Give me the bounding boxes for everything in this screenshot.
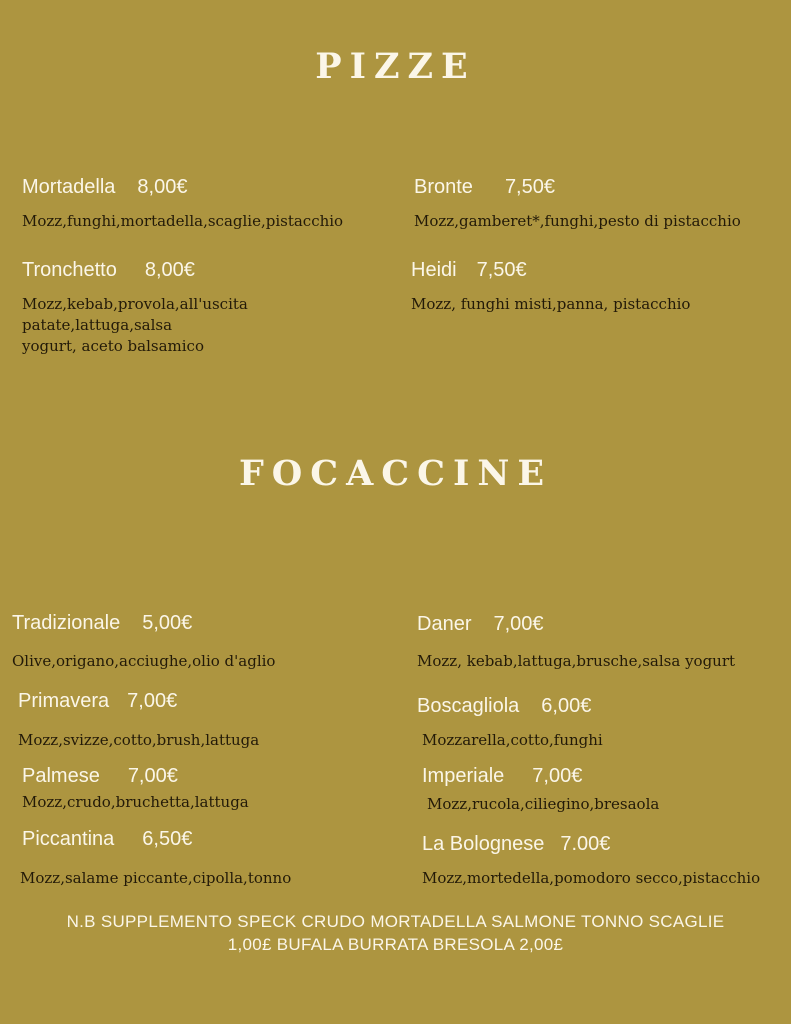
pizze-heading: PIZZE	[315, 46, 476, 87]
item-description: Mozz,gamberet*,funghi,pesto di pistacchio	[414, 212, 741, 230]
item-description-line: patate,lattuga,salsa	[22, 316, 173, 334]
item-price: 6,00€	[541, 695, 592, 717]
item-description: Mozz,crudo,bruchetta,lattuga	[22, 793, 249, 811]
supplement-note-line: 1,00£ BUFALA BURRATA BRESOLA 2,00£	[227, 935, 564, 954]
item-price: 7,00€	[493, 613, 544, 635]
item-price: 8,00€	[144, 259, 195, 281]
supplement-note	[0, 910, 791, 956]
item-description-line: Mozz,kebab,provola,all'uscita	[22, 295, 248, 313]
supplement-note-line: N.B SUPPLEMENTO SPECK CRUDO MORTADELLA SALMONE TONNO SCAGLIE	[66, 912, 725, 931]
item-price: 7,00€	[127, 765, 178, 787]
item-description: Mozz,mortedella,pomodoro secco,pistacchio	[422, 869, 761, 887]
item-description-line: yogurt, aceto balsamico	[22, 337, 204, 355]
item-price: 6,50€	[142, 828, 193, 850]
item-description: Mozz,funghi,mortadella,scaglie,pistacchio	[22, 212, 344, 230]
menu-item-bronte	[414, 175, 741, 232]
item-name: Primavera	[18, 690, 110, 712]
item-name: Tronchetto	[22, 259, 117, 281]
menu-item-daner	[417, 612, 735, 672]
item-price: 7,50€	[504, 176, 555, 198]
item-name: Piccantina	[22, 828, 115, 850]
menu-item-tradizionale	[12, 611, 275, 672]
item-price: 8,00€	[137, 176, 188, 198]
item-description: Mozzarella,cotto,funghi	[422, 731, 603, 749]
item-description: Mozz,salame piccante,cipolla,tonno	[20, 869, 292, 887]
menu-item-palmese	[22, 764, 249, 813]
item-description: Mozz,rucola,ciliegino,bresaola	[427, 795, 660, 813]
item-price: 7.00€	[560, 833, 611, 855]
item-description: Mozz, funghi misti,panna, pistacchio	[411, 295, 691, 313]
focaccine-heading: FOCACCINE	[238, 453, 553, 494]
item-name: Boscagliola	[417, 695, 520, 717]
item-name: Mortadella	[22, 176, 116, 198]
menu-item-heidi	[411, 258, 690, 315]
item-name: Imperiale	[422, 765, 505, 787]
menu-item-piccantina	[22, 827, 291, 889]
item-name: Bronte	[414, 176, 473, 198]
menu-item-imperiale	[422, 764, 659, 815]
item-price: 7,00€	[532, 765, 583, 787]
menu-item-mortadella	[22, 175, 343, 232]
item-name: Heidi	[411, 259, 457, 281]
menu-item-primavera	[18, 689, 259, 751]
item-name: La Bolognese	[422, 833, 545, 855]
menu-item-boscagliola	[417, 694, 603, 751]
item-price: 5,00€	[142, 612, 193, 634]
item-name: Palmese	[22, 765, 100, 787]
item-description: Mozz,svizze,cotto,brush,lattuga	[18, 731, 260, 749]
menu-item-tronchetto	[22, 258, 248, 357]
item-name: Tradizionale	[12, 612, 121, 634]
menu-item-la-bolognese	[422, 832, 760, 889]
item-price: 7,50€	[476, 259, 527, 281]
item-description: Olive,origano,acciughe,olio d'aglio	[12, 652, 276, 670]
item-price: 7,00€	[127, 690, 178, 712]
item-description: Mozz, kebab,lattuga,brusche,salsa yogurt	[417, 652, 736, 670]
item-name: Daner	[417, 613, 472, 635]
